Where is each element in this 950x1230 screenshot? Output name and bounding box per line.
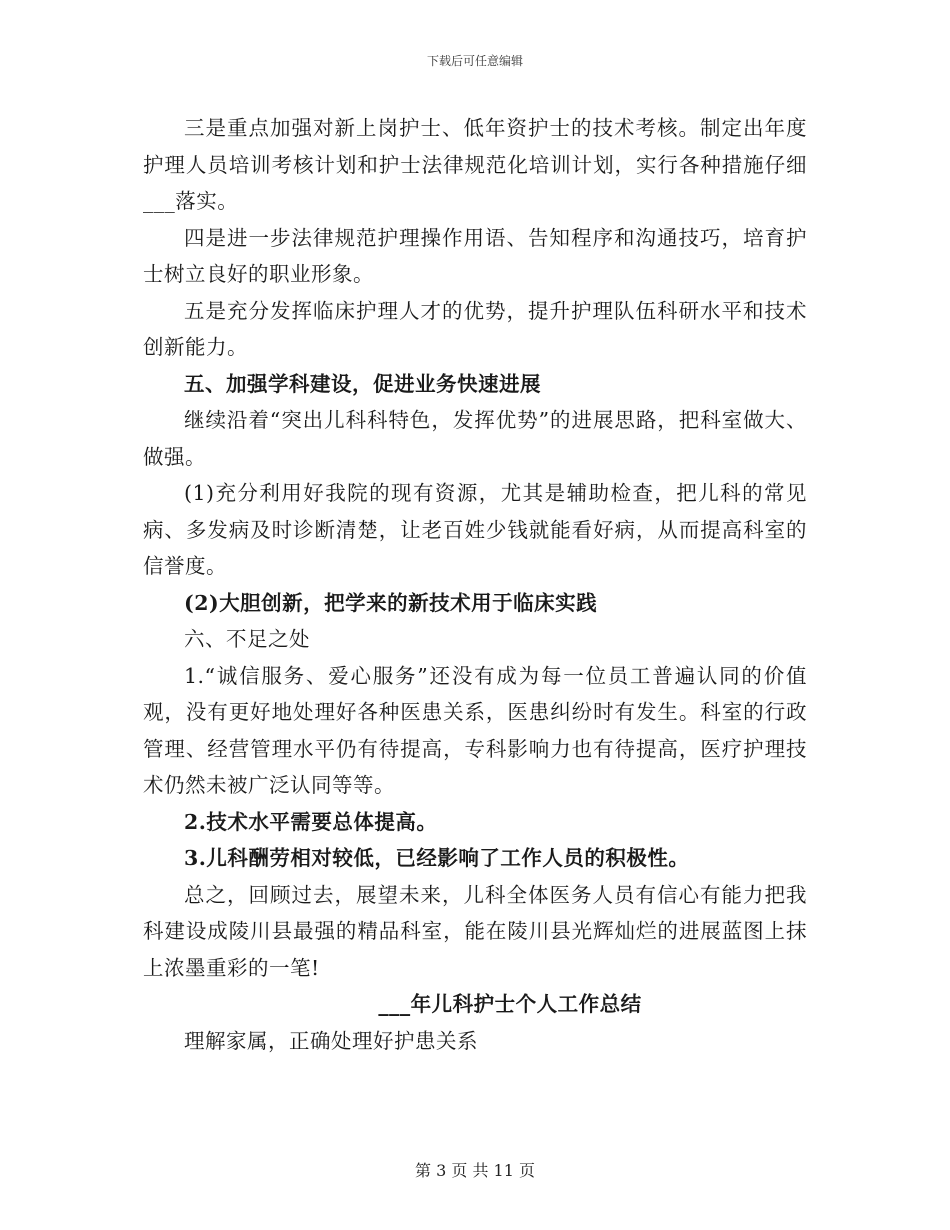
- paragraph: 三是重点加强对新上岗护士、低年资护士的技术考核。制定出年度护理人员培训考核计划和护士法律规范化培训计划，实行各种措施仔细___落实。: [143, 116, 807, 213]
- bold-item: 2.技术水平需要总体提高。: [184, 809, 438, 834]
- paragraph: 继续沿着“突出儿科科特色，发挥优势”的进展思路，把科室做大、做强。: [143, 408, 807, 469]
- paragraph: 1.“诚信服务、爱心服务”还没有成为每一位员工普遍认同的价值观，没有更好地处理好各种医患关系，医患纠纷时有发生。科室的行政管理、经营管理水平仍有待提高，专科影响力也有待提高，医疗护理技术仍然未被广泛认同等等。: [143, 663, 807, 797]
- paragraph: 总之，回顾过去，展望未来，儿科全体医务人员有信心有能力把我科建设成陵川县最强的精品科室，能在陵川县光辉灿烂的进展蓝图上抹上浓墨重彩的一笔!: [143, 882, 807, 980]
- paragraph: (1)充分利用好我院的现有资源，尤其是辅助检查，把儿科的常见病、多发病及时诊断清楚，让老百姓少钱就能看好病，从而提高科室的信誉度。: [143, 481, 807, 578]
- paragraph: 理解家属，正确处理好护患关系: [184, 1028, 478, 1053]
- section-heading: 六、不足之处: [184, 627, 310, 651]
- paragraph: 五是充分发挥临床护理人才的优势，提升护理队伍科研水平和技术创新能力。: [143, 298, 807, 359]
- page-footer: 第 3 页 共 11 页: [415, 1161, 535, 1180]
- page-header: 下载后可任意编辑: [426, 54, 523, 68]
- bold-item: (2)大胆创新，把学来的新技术用于临床实践: [184, 590, 598, 615]
- section-heading: 五、加强学科建设，促进业务快速进展: [184, 371, 541, 396]
- paragraph: 四是进一步法律规范护理操作用语、告知程序和沟通技巧，培育护士树立良好的职业形象。: [143, 225, 807, 286]
- document-title: ___年儿科护士个人工作总结: [378, 992, 642, 1016]
- document-body: [143, 110, 807, 1059]
- bold-item: 3.儿科酬劳相对较低，已经影响了工作人员的积极性。: [184, 846, 690, 870]
